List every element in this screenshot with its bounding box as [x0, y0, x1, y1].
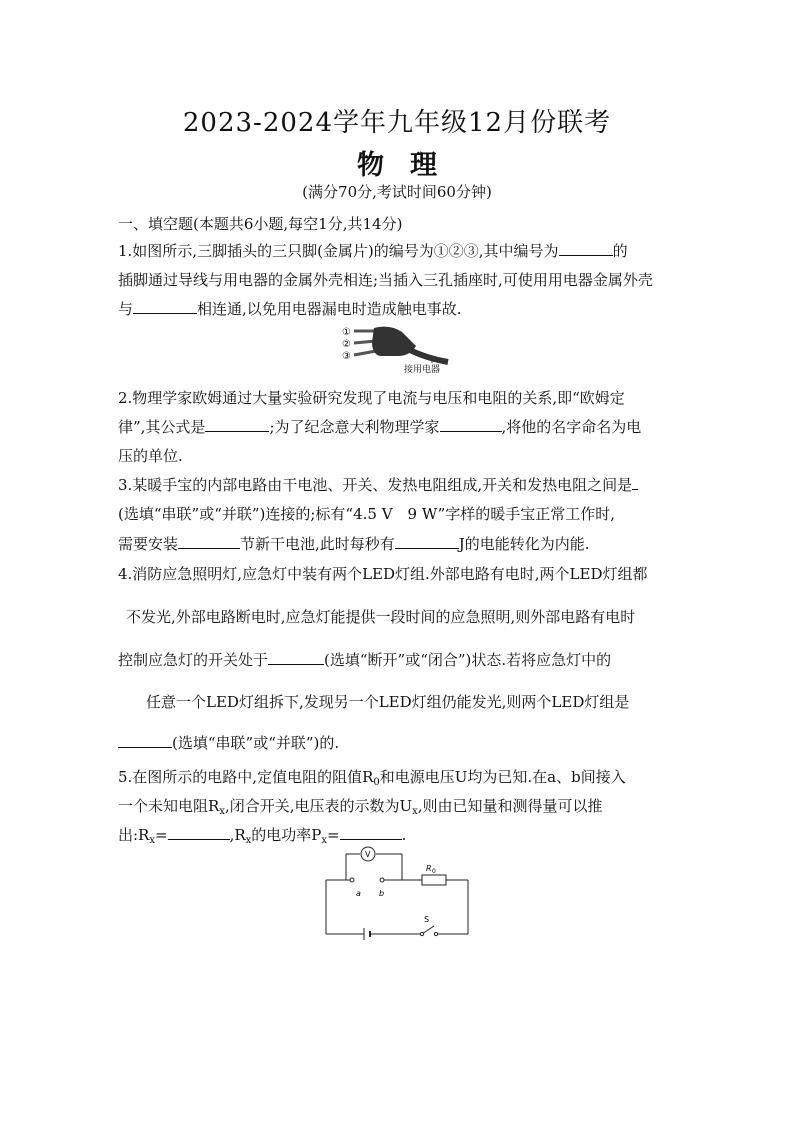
q3-blank-3[interactable]: [395, 534, 459, 549]
q3-text: J的电能转化为内能.: [458, 535, 590, 553]
plug-caption: 接用电器: [404, 365, 441, 374]
q1-text: 与: [118, 300, 134, 318]
q4-line-5: [118, 732, 339, 753]
plug-figure: [340, 322, 450, 374]
q5-text: =: [155, 826, 168, 844]
q5-text: 出:R: [118, 826, 150, 844]
q5-text: ,R: [229, 826, 246, 844]
q5-text: 的电功率P: [251, 826, 322, 844]
label-r0-sub: 0: [432, 868, 436, 875]
q1-blank-1[interactable]: [559, 241, 613, 256]
label-b: b: [379, 889, 385, 898]
q5-blank-1[interactable]: [168, 825, 230, 840]
switch-contact-right: [434, 932, 437, 935]
q4-line-3: [118, 649, 611, 670]
q5-text: .: [401, 826, 407, 844]
q3-blank-1[interactable]: [632, 475, 638, 490]
rx-subscript: x: [149, 835, 155, 846]
switch-s: [422, 926, 434, 934]
q5-line-3: [118, 824, 406, 846]
terminal-b: [380, 878, 384, 882]
px-subscript: x: [321, 835, 328, 846]
q4-blank-1[interactable]: [268, 650, 324, 665]
q5-line-1: [118, 766, 626, 788]
q4-text: (选填“断开”或“闭合”)状态.若将应急灯中的: [324, 651, 612, 669]
q5-text: 一个未知电阻R: [118, 797, 220, 815]
q3-blank-2[interactable]: [178, 534, 240, 549]
q4-blank-2[interactable]: [118, 733, 172, 748]
q5-text: =: [327, 826, 340, 844]
rx-subscript: x: [219, 806, 225, 817]
q1-line-2: 插脚通过导线与用电器的金属外壳相连;当插入三孔插座时,可使用用电器金属外壳: [118, 271, 653, 289]
voltmeter-label: V: [365, 850, 371, 859]
q4-line-2: 不发光,外部电路断电时,应急灯能提供一段时间的应急照明,则外部电路有电时: [126, 608, 636, 626]
q2-blank-1[interactable]: [205, 417, 269, 432]
q5-text: 和电源电压U均为已知.在a、b间接入: [379, 768, 626, 786]
q1-text: 的: [612, 242, 628, 260]
q3-line-2: (选填“串联”或“并联”)连接的;标有“4.5 V 9 W”字样的暖手宝正常工作时,: [118, 505, 616, 523]
rx-subscript: x: [245, 835, 252, 846]
q2-line-1: 2.物理学家欧姆通过大量实验研究发现了电流与电压和电阻的关系,即“欧姆定: [118, 389, 625, 407]
q1-line-1: [118, 240, 628, 261]
plug-label-1: ①: [342, 327, 351, 338]
resistor-r0: [422, 875, 446, 885]
q5-line-2: [118, 795, 603, 817]
plug-label-2: ②: [342, 339, 351, 350]
q2-text: ,将他的名字命名为电: [501, 418, 642, 436]
q2-text: ;为了纪念意大利物理学家: [269, 418, 440, 436]
label-a: a: [356, 889, 361, 898]
q1-text: 相连通,以免用电器漏电时造成触电事故.: [197, 300, 462, 318]
q5-text: 5.在图所示的电路中,定值电阻的阻值R: [118, 768, 374, 786]
subject-title: 物理: [357, 150, 463, 181]
terminal-a: [350, 878, 354, 882]
q2-text: 律”,其公式是: [118, 418, 206, 436]
q2-line-3: 压的单位.: [118, 447, 183, 465]
plug-pin-3: [354, 351, 376, 355]
exam-info: (满分70分,考试时间60分钟): [302, 183, 492, 201]
plug-label-3: ③: [342, 351, 351, 362]
q3-text: 3.某暖手宝的内部电路由干电池、开关、发热电阻组成,开关和发热电阻之间是: [118, 476, 633, 494]
q3-line-3: [118, 533, 590, 554]
q2-blank-2[interactable]: [440, 417, 502, 432]
label-r0: R: [426, 864, 432, 873]
q5-blank-2[interactable]: [340, 825, 402, 840]
q3-text: 节新干电池,此时每秒有: [240, 535, 395, 553]
q5-text: ,闭合开关,电压表的示数为U: [224, 797, 413, 815]
q5-text: ,则由已知量和测得量可以推: [417, 797, 603, 815]
q4-line-1: 4.消防应急照明灯,应急灯中装有两个LED灯组.外部电路有电时,两个LED灯组都: [118, 565, 648, 583]
q1-line-3: [118, 298, 462, 319]
exam-title: 2023-2024学年九年级12月份联考: [182, 108, 612, 138]
section-heading: 一、填空题(本题共6小题,每空1分,共14分): [118, 215, 403, 233]
plug-cord: [410, 350, 448, 362]
switch-contact-left: [420, 932, 423, 935]
q4-text: (选填“串联”或“并联”)的.: [172, 734, 340, 752]
q4-text: 控制应急灯的开关处于: [118, 651, 269, 669]
q2-line-2: [118, 416, 641, 437]
label-switch: S: [424, 915, 430, 924]
q1-blank-2[interactable]: [133, 299, 197, 314]
q4-line-4: 任意一个LED灯组拆下,发现另一个LED灯组仍能发光,则两个LED灯组是: [146, 693, 630, 711]
q3-text: 需要安装: [118, 535, 179, 553]
r0-subscript: 0: [373, 777, 380, 788]
circuit-figure: [322, 846, 472, 940]
ux-subscript: x: [412, 806, 418, 817]
q1-text: 1.如图所示,三脚插头的三只脚(金属片)的编号为①②③,其中编号为: [118, 242, 559, 260]
q3-line-1: [118, 474, 638, 495]
